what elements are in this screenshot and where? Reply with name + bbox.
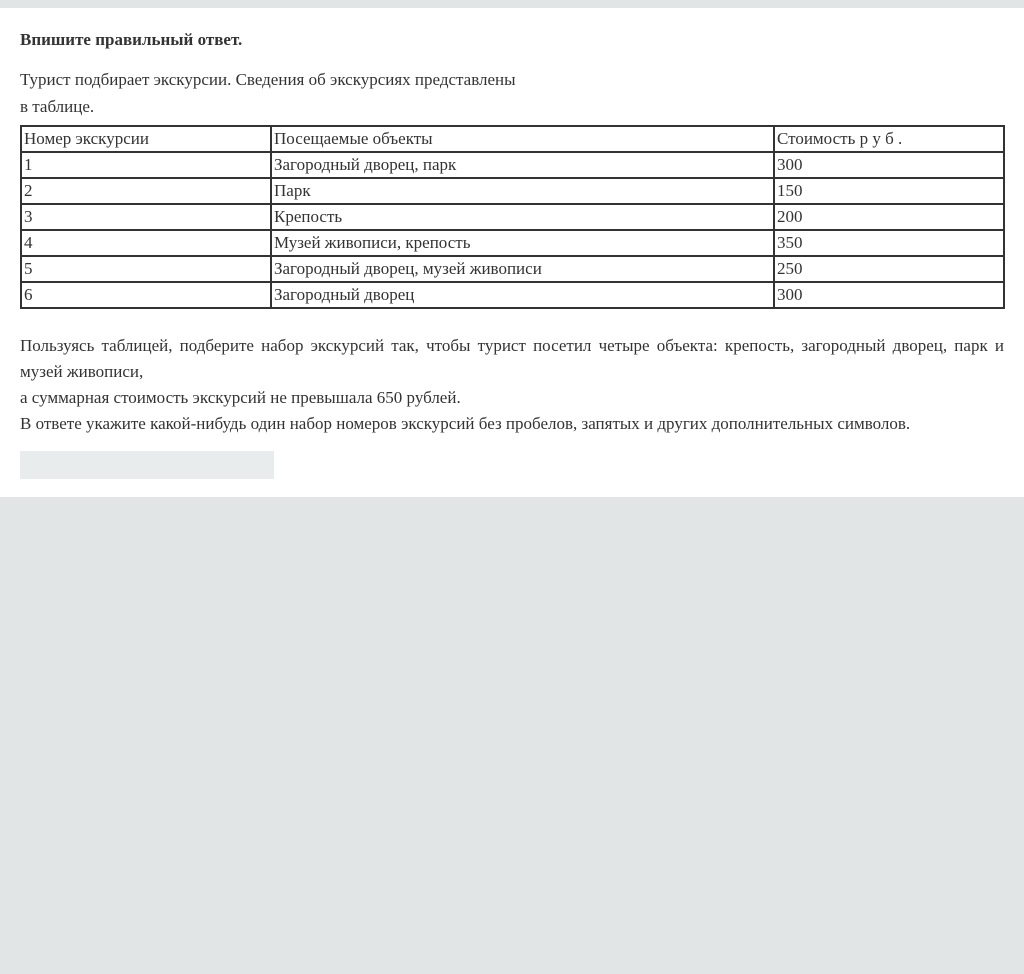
answer-input[interactable] — [20, 451, 274, 479]
cell-cost: 150 — [774, 178, 1004, 204]
page-background-area — [0, 497, 1024, 974]
cell-objects: Загородный дворец, музей живописи — [271, 256, 774, 282]
cell-cost: 300 — [774, 152, 1004, 178]
cell-objects: Парк — [271, 178, 774, 204]
cell-cost: 200 — [774, 204, 1004, 230]
cell-objects: Загородный дворец, парк — [271, 152, 774, 178]
table-row — [21, 204, 1004, 230]
table-row — [21, 282, 1004, 308]
excursions-table — [20, 125, 1005, 309]
cell-number: 4 — [21, 230, 271, 256]
cell-cost: 300 — [774, 282, 1004, 308]
table-row — [21, 256, 1004, 282]
table-row — [21, 230, 1004, 256]
intro-line-1: Турист подбирает экскурсии. Сведения об экскурсиях представлены — [20, 70, 516, 89]
cell-cost: 250 — [774, 256, 1004, 282]
intro-line-2: в таблице. — [20, 97, 95, 116]
question-card — [0, 8, 1024, 497]
cell-cost: 350 — [774, 230, 1004, 256]
task-text — [20, 333, 1004, 437]
question-prompt-title: Впишите правильный ответ. — [20, 30, 243, 49]
task-line-cost-limit: а суммарная стоимость экскурсий не превышала 650 рублей. — [20, 388, 461, 407]
task-line-answer-format: В ответе укажите какой-нибудь один набор номеров экскурсий без пробелов, запятых и других дополнительных символов. — [20, 414, 911, 433]
cell-number: 6 — [21, 282, 271, 308]
table-row — [21, 152, 1004, 178]
table-header-row — [21, 126, 1004, 152]
column-header-number: Номер экскурсии — [21, 126, 271, 152]
task-line-main: Пользуясь таблицей, подберите набор экскурсий так, чтобы турист посетил четыре объекта: крепость, загородный дворец, парк и музей живописи, — [20, 336, 1004, 381]
cell-number: 3 — [21, 204, 271, 230]
cell-number: 5 — [21, 256, 271, 282]
cell-objects: Загородный дворец — [271, 282, 774, 308]
column-header-objects: Посещаемые объекты — [271, 126, 774, 152]
cell-objects: Музей живописи, крепость — [271, 230, 774, 256]
cell-objects: Крепость — [271, 204, 774, 230]
column-header-cost: Стоимость р у б . — [774, 126, 1004, 152]
intro-text — [20, 66, 1004, 120]
table-row — [21, 178, 1004, 204]
cell-number: 2 — [21, 178, 271, 204]
cell-number: 1 — [21, 152, 271, 178]
